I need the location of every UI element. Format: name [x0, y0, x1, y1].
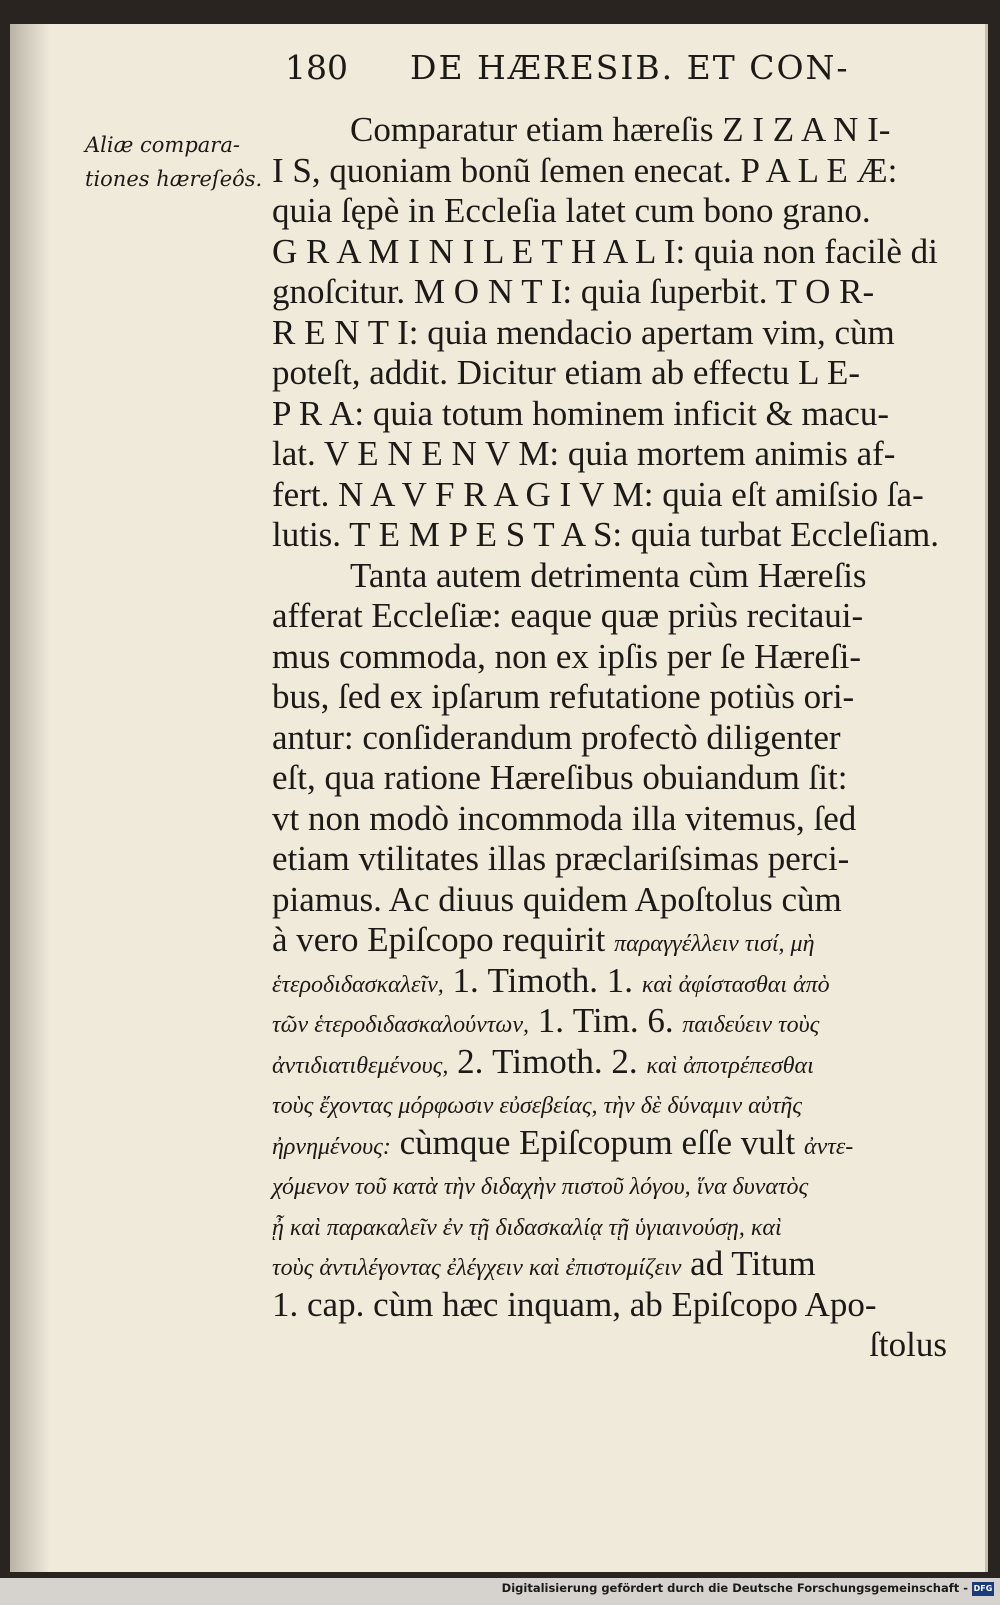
text-line: [272, 1042, 947, 1083]
greek-text: ἑτεροδιδασκαλεῖν,: [272, 971, 444, 998]
greek-text: ἀντιδιατιθεμένους,: [272, 1052, 449, 1079]
page-number: 180: [285, 48, 348, 87]
text-line: [272, 1082, 947, 1123]
text-line: [272, 1244, 947, 1285]
text-line: [272, 556, 947, 597]
latin-text: P R A: quia totum hominem inficit & macu-: [272, 393, 889, 433]
greek-text: ἀντε-: [804, 1133, 854, 1160]
marginal-note-line: tiones hæreſeôs.: [85, 167, 263, 191]
text-line: [272, 839, 947, 880]
latin-text: gnoſcitur. M O N T I: quia ſuperbit. T O R-: [272, 272, 875, 311]
latin-text: mus commoda, non ex ipſis per ſe Hæreſi-: [272, 636, 862, 676]
text-line: [272, 799, 947, 840]
text-line: [272, 1001, 947, 1042]
text-line: [272, 880, 947, 921]
latin-text: poteſt, addit. Dicitur etiam ab effectu L E-: [272, 353, 860, 392]
greek-text: ᾖ καὶ παρακαλεῖν ἐν τῇ διδασκαλίᾳ τῇ ὑγιαινούσῃ, καὶ: [272, 1214, 782, 1241]
text-line: [272, 515, 947, 556]
latin-text: lat. V E N E N V M: quia mortem animis af-: [272, 434, 896, 473]
latin-text: 1. Tim. 6.: [529, 1001, 683, 1040]
latin-text: etiam vtilitates illas præclariſsimas perci-: [272, 839, 850, 878]
greek-text: τοὺς ἀντιλέγοντας ἐλέγχειν καὶ ἐπιστομίζειν: [272, 1255, 682, 1281]
text-line: [272, 475, 947, 516]
latin-text: vt non modò incommoda illa vitemus, ſed: [272, 798, 857, 838]
dfg-logo: DFG: [972, 1582, 994, 1596]
text-line: [272, 191, 947, 232]
text-line: [272, 677, 947, 718]
text-line: [272, 596, 947, 637]
funding-credit: Digitalisierung gefördert durch die Deutsche Forschungsgemeinschaft -: [501, 1581, 968, 1595]
marginal-note-line: Aliæ compara-: [85, 133, 240, 157]
footer-bar: [0, 1578, 1000, 1605]
greek-text: παιδεύειν τοὺς: [682, 1012, 820, 1038]
latin-text: R E N T I: quia mendacio apertam vim, cùm: [272, 312, 895, 352]
text-line: [272, 1163, 947, 1204]
latin-text: ad Titum: [681, 1244, 816, 1283]
latin-text: I S, quoniam bonũ ſemen enecat. P A L E Æ:: [272, 150, 898, 190]
latin-text: bus, ſed ex ipſarum refutatione potiùs ori-: [272, 677, 855, 716]
text-line: [272, 151, 947, 192]
text-line: [272, 110, 947, 151]
greek-text: ἠρνημένους:: [272, 1133, 391, 1160]
marginal-note: [85, 128, 270, 196]
text-line: [272, 637, 947, 678]
text-line: [272, 961, 947, 1002]
gutter-shadow: [10, 24, 50, 1572]
text-line: [272, 232, 947, 273]
latin-text: 2. Timoth. 2.: [448, 1041, 647, 1081]
text-line: [272, 920, 947, 961]
text-line: [272, 313, 947, 354]
text-line: [272, 1325, 947, 1366]
latin-text: cùmque Epiſcopum eſſe vult: [390, 1122, 804, 1162]
text-line: [272, 1285, 947, 1326]
latin-text: 1. cap. cùm hæc inquam, ab Epiſcopo Apo-: [272, 1284, 877, 1324]
running-title: DE HÆRESIB. ET CON-: [410, 48, 850, 87]
text-line: [272, 353, 947, 394]
latin-text: quia ſępè in Eccleſia latet cum bono grano.: [272, 191, 871, 230]
latin-text: fert. N A V F R A G I V M: quia eſt amiſsio ſa-: [272, 474, 924, 514]
greek-text: παραγγέλλειν τισί, μὴ: [614, 931, 815, 957]
text-line: [272, 1204, 947, 1245]
greek-text: χόμενον τοῦ κατὰ τὴν διδαχὴν πιστοῦ λόγου, ἵνα δυνατὸς: [272, 1174, 809, 1200]
greek-text: τοὺς ἔχοντας μόρφωσιν εὐσεβείας, τὴν δὲ δύναμιν αὐτῆς: [272, 1093, 802, 1119]
text-line: [272, 394, 947, 435]
latin-text: piamus. Ac diuus quidem Apoſtolus cùm: [272, 879, 842, 919]
greek-text: καὶ ἀποτρέπεσθαι: [646, 1052, 814, 1079]
body-text: [272, 110, 947, 1366]
latin-text: à vero Epiſcopo requirit: [272, 920, 606, 959]
latin-text: Comparatur etiam hæreſis Z I Z A N I-: [350, 110, 891, 149]
text-line: [272, 718, 947, 759]
latin-text: lutis. T E M P E S T A S: quia turbat Eccleſiam.: [272, 515, 939, 554]
latin-text: ſtolus: [869, 1325, 947, 1364]
greek-text: τῶν ἑτεροδιδασκαλούντων,: [272, 1012, 529, 1038]
latin-text: 1. Timoth. 1.: [443, 960, 642, 1000]
text-line: [272, 434, 947, 475]
greek-text: καὶ ἀφίστασθαι ἀπὸ: [641, 971, 830, 998]
latin-text: G R A M I N I L E T H A L I: quia non facilè di: [272, 231, 938, 271]
latin-text: eſt, qua ratione Hæreſibus obuiandum ſit:: [272, 758, 848, 797]
page-header: [285, 48, 925, 100]
text-line: [272, 758, 947, 799]
latin-text: afferat Eccleſiæ: eaque quæ priùs recitaui-: [272, 596, 864, 635]
text-line: [272, 272, 947, 313]
text-line: [272, 1123, 947, 1164]
latin-text: Tanta autem detrimenta cùm Hæreſis: [350, 555, 867, 595]
latin-text: antur: conſiderandum profectò diligenter: [272, 717, 841, 757]
